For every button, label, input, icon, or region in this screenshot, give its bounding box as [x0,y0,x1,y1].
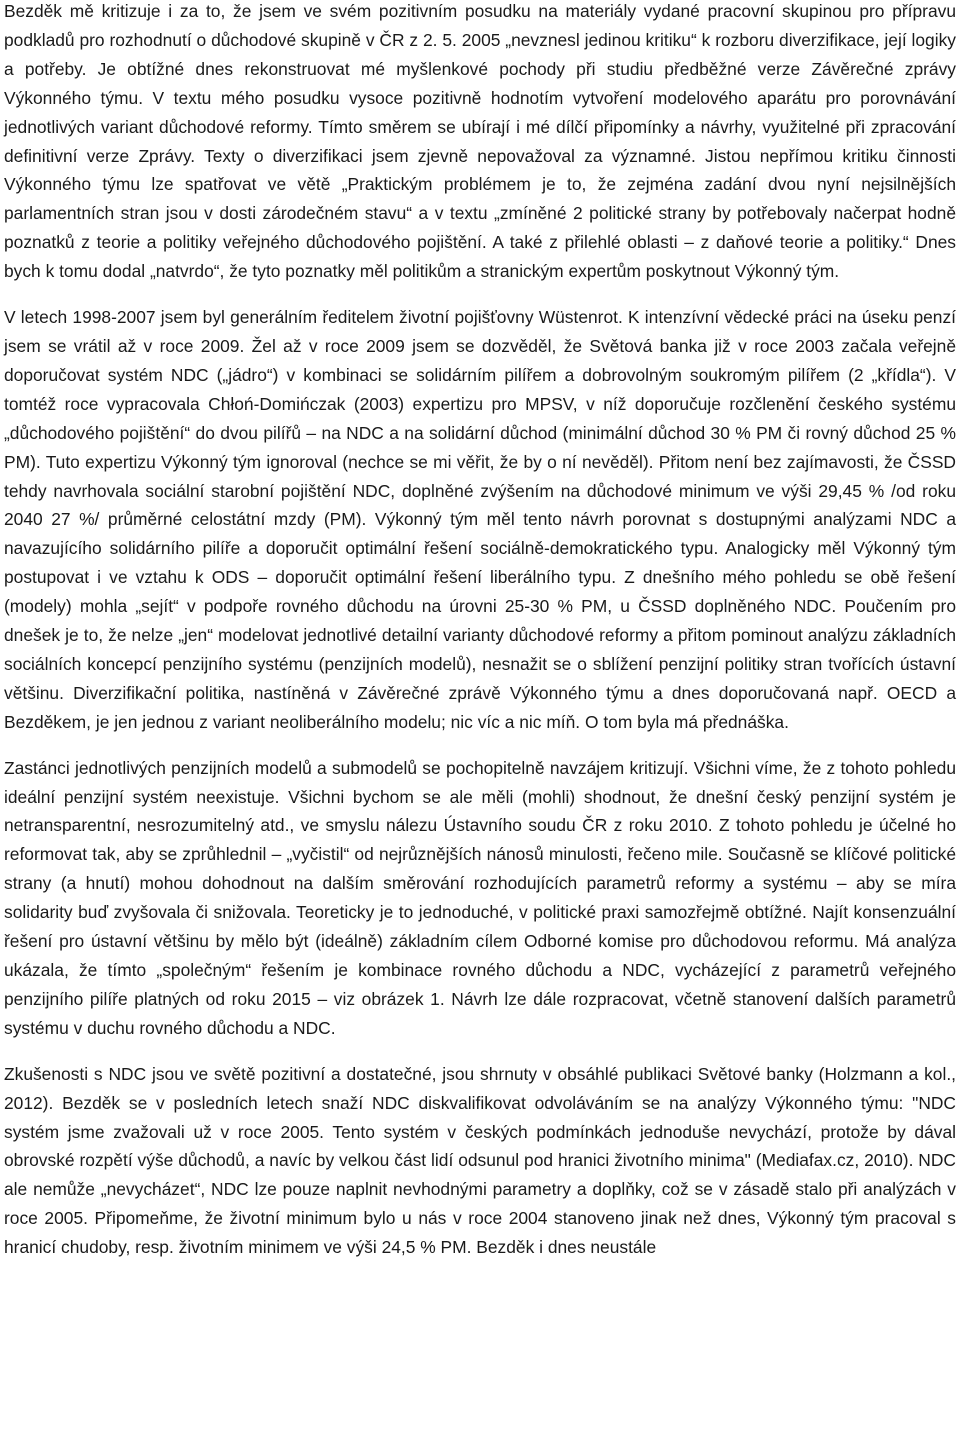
paragraph-ndc-svetova-banka: V letech 1998-2007 jsem byl generálním ředitelem životní pojišťovny Wüstenrot. K intenzívní vědecké práci na úseku penzí jsem se vrátil až v roce 2009. Žel až v roce 2009 jsem se dozvěděl, že Světová banka již v roce 2003 začala veřejně doporučovat systém NDC („jádro“) v kombinaci se solidárním pilířem a dobrovolným soukromým pilířem (2 „křídla“). V tomtéž roce vypracovala Chłoń-Domińczak (2003) expertizu pro MPSV, v níž doporučuje rozčlenění českého systému „důchodového pojištění“ do dvou pilířů – na NDC a na solidární důchod (minimální důchod 30 % PM či rovný důchod 25 % PM). Tuto expertizu Výkonný tým ignoroval (nechce se mi věřit, že by o ní nevěděl). Přitom není bez zajímavosti, že ČSSD tehdy navrhovala sociální starobní pojištění NDC, doplněné zvýšením na důchodové minimum ve výši 29,45 % /od roku 2040 27 %/ průměrné celostátní mzdy (PM). Výkonný tým měl tento návrh porovnat s dostupnými analýzami NDC a navazujícího solidárního pilíře a doporučit optimální řešení sociálně-demokratického typu. Analogicky měl Výkonný tým postupovat i ve vztahu k ODS – doporučit optimální řešení liberálního typu. Z dnešního mého pohledu se obě řešení (modely) mohla „sejít“ v podpoře rovného důchodu na úrovni 25-30 % PM, u ČSSD doplněného NDC. Poučením pro dnešek je to, že nelze „jen“ modelovat jednotlivé detailní varianty důchodové reformy a přitom pominout analýzu základních sociálních koncepcí penzijního systému (penzijních modelů), nesnažit se o sblížení penzijní politiky stran tvořících ústavní většinu. Diverzifikační politika, nastíněná v Závěrečné zprávě Výkonného týmu a dnes doporučovaná např. OECD a Bezděkem, je jen jednou z variant neoliberálního modelu; nic víc a nic míň. O tom byla má přednáška. [4,307,956,732]
paragraph-zkusenosti-ndc: Zkušenosti s NDC jsou ve světě pozitivní a dostatečné, jsou shrnuty v obsáhlé publikaci Světové banky (Holzmann a kol., 2012). Bezděk se v posledních letech snaží NDC diskvalifikovat odvoláváním se na analýzy Výkonného týmu: "NDC systém jsme zvažovali už v roce 2005. Tento systém v českých podmínkách jednoduše nevychází, protože by dával obrovské rozpětí výše důchodů, a navíc by velkou část lidí odsunul pod hranici životního minima" (Mediafax.cz, 2010). NDC ale nemůže „nevycházet“, NDC lze pouze naplnit nevhodnými parametry a doplňky, což se v zásadě stalo při analýzách v roce 2005. Připomeňme, že životní minimum bylo u nás v roce 2004 stanoveno jinak než dnes, Výkonný tým pracoval s hranicí chudoby, resp. životním minimem ve výši 24,5 % PM. Bezděk i dnes neustále [4,1063,956,1258]
document-page [4,0,956,1262]
paragraph-penzijni-modely: Zastánci jednotlivých penzijních modelů a submodelů se pochopitelně navzájem kritizují. Všichni víme, že z tohoto pohledu ideální penzijní systém neexistuje. Všichni bychom se ale měli (mohli) shodnout, že dnešní český penzijní systém je netransparentní, nesrozumitelný atd., ve smyslu nálezu Ústavního soudu ČR z roku 2010. Z tohoto pohledu je účelné ho reformovat tak, aby se zprůhlednil – „vyčistil“ od nejrůznějších nánosů minulosti, řečeno mile. Současně se klíčové politické strany (a hnutí) mohou dohodnout na dalším směrování rozhodujících parametrů reformy a systému – aby se míra solidarity buď zvyšovala či snižovala. Teoreticky je to jednoduché, v politické praxi samozřejmě obtížné. Najít konsenzuální řešení pro ústavní většinu by mělo být (ideálně) základním cílem Odborné komise pro důchodovou reformu. Má analýza ukázala, že tímto „společným“ řešením je kombinace rovného důchodu a NDC, vycházející z parametrů veřejného penzijního pilíře platných od roku 2015 – viz obrázek 1. Návrh lze dále rozpracovat, včetně stanovení dalších parametrů systému v duchu rovného důchodu a NDC. [4,757,956,1038]
paragraph-diverzifikace-kritika: Bezděk mě kritizuje i za to, že jsem ve svém pozitivním posudku na materiály vydané pracovní skupinou pro přípravu podkladů pro rozhodnutí o důchodové skupině v ČR z 2. 5. 2005 „nevznesl jedinou kritiku“ k rozboru diverzifikace, její logiky a potřeby. Je obtížné dnes rekonstruovat mé myšlenkové pochody při studiu předběžné verze Závěrečné zprávy Výkonného týmu. V textu mého posudku vysoce pozitivně hodnotím vytvoření modelového aparátu pro porovnávání jednotlivých variant důchodové reformy. Tímto směrem se ubírají i mé dílčí připomínky a návrhy, využitelné při zpracování definitivní verze Zprávy. Texty o diverzifikaci jsem zjevně nepovažoval za významné. Jistou nepřímou kritiku činnosti Výkonného týmu lze spatřovat ve větě „Praktickým problémem je to, že zejména zadání dvou nyní nejsilnějších parlamentních stran jsou v dosti zárodečném stavu“ a v textu „zmíněné 2 politické strany by potřebovaly načerpat hodně poznatků z teorie a politiky veřejného důchodového pojištění. A také z přilehlé oblasti – z daňové teorie a politiky.“ Dnes bych k tomu dodal „natvrdo“, že tyto poznatky měl politikům a stranickým expertům poskytnout Výkonný tým. [4,1,956,282]
